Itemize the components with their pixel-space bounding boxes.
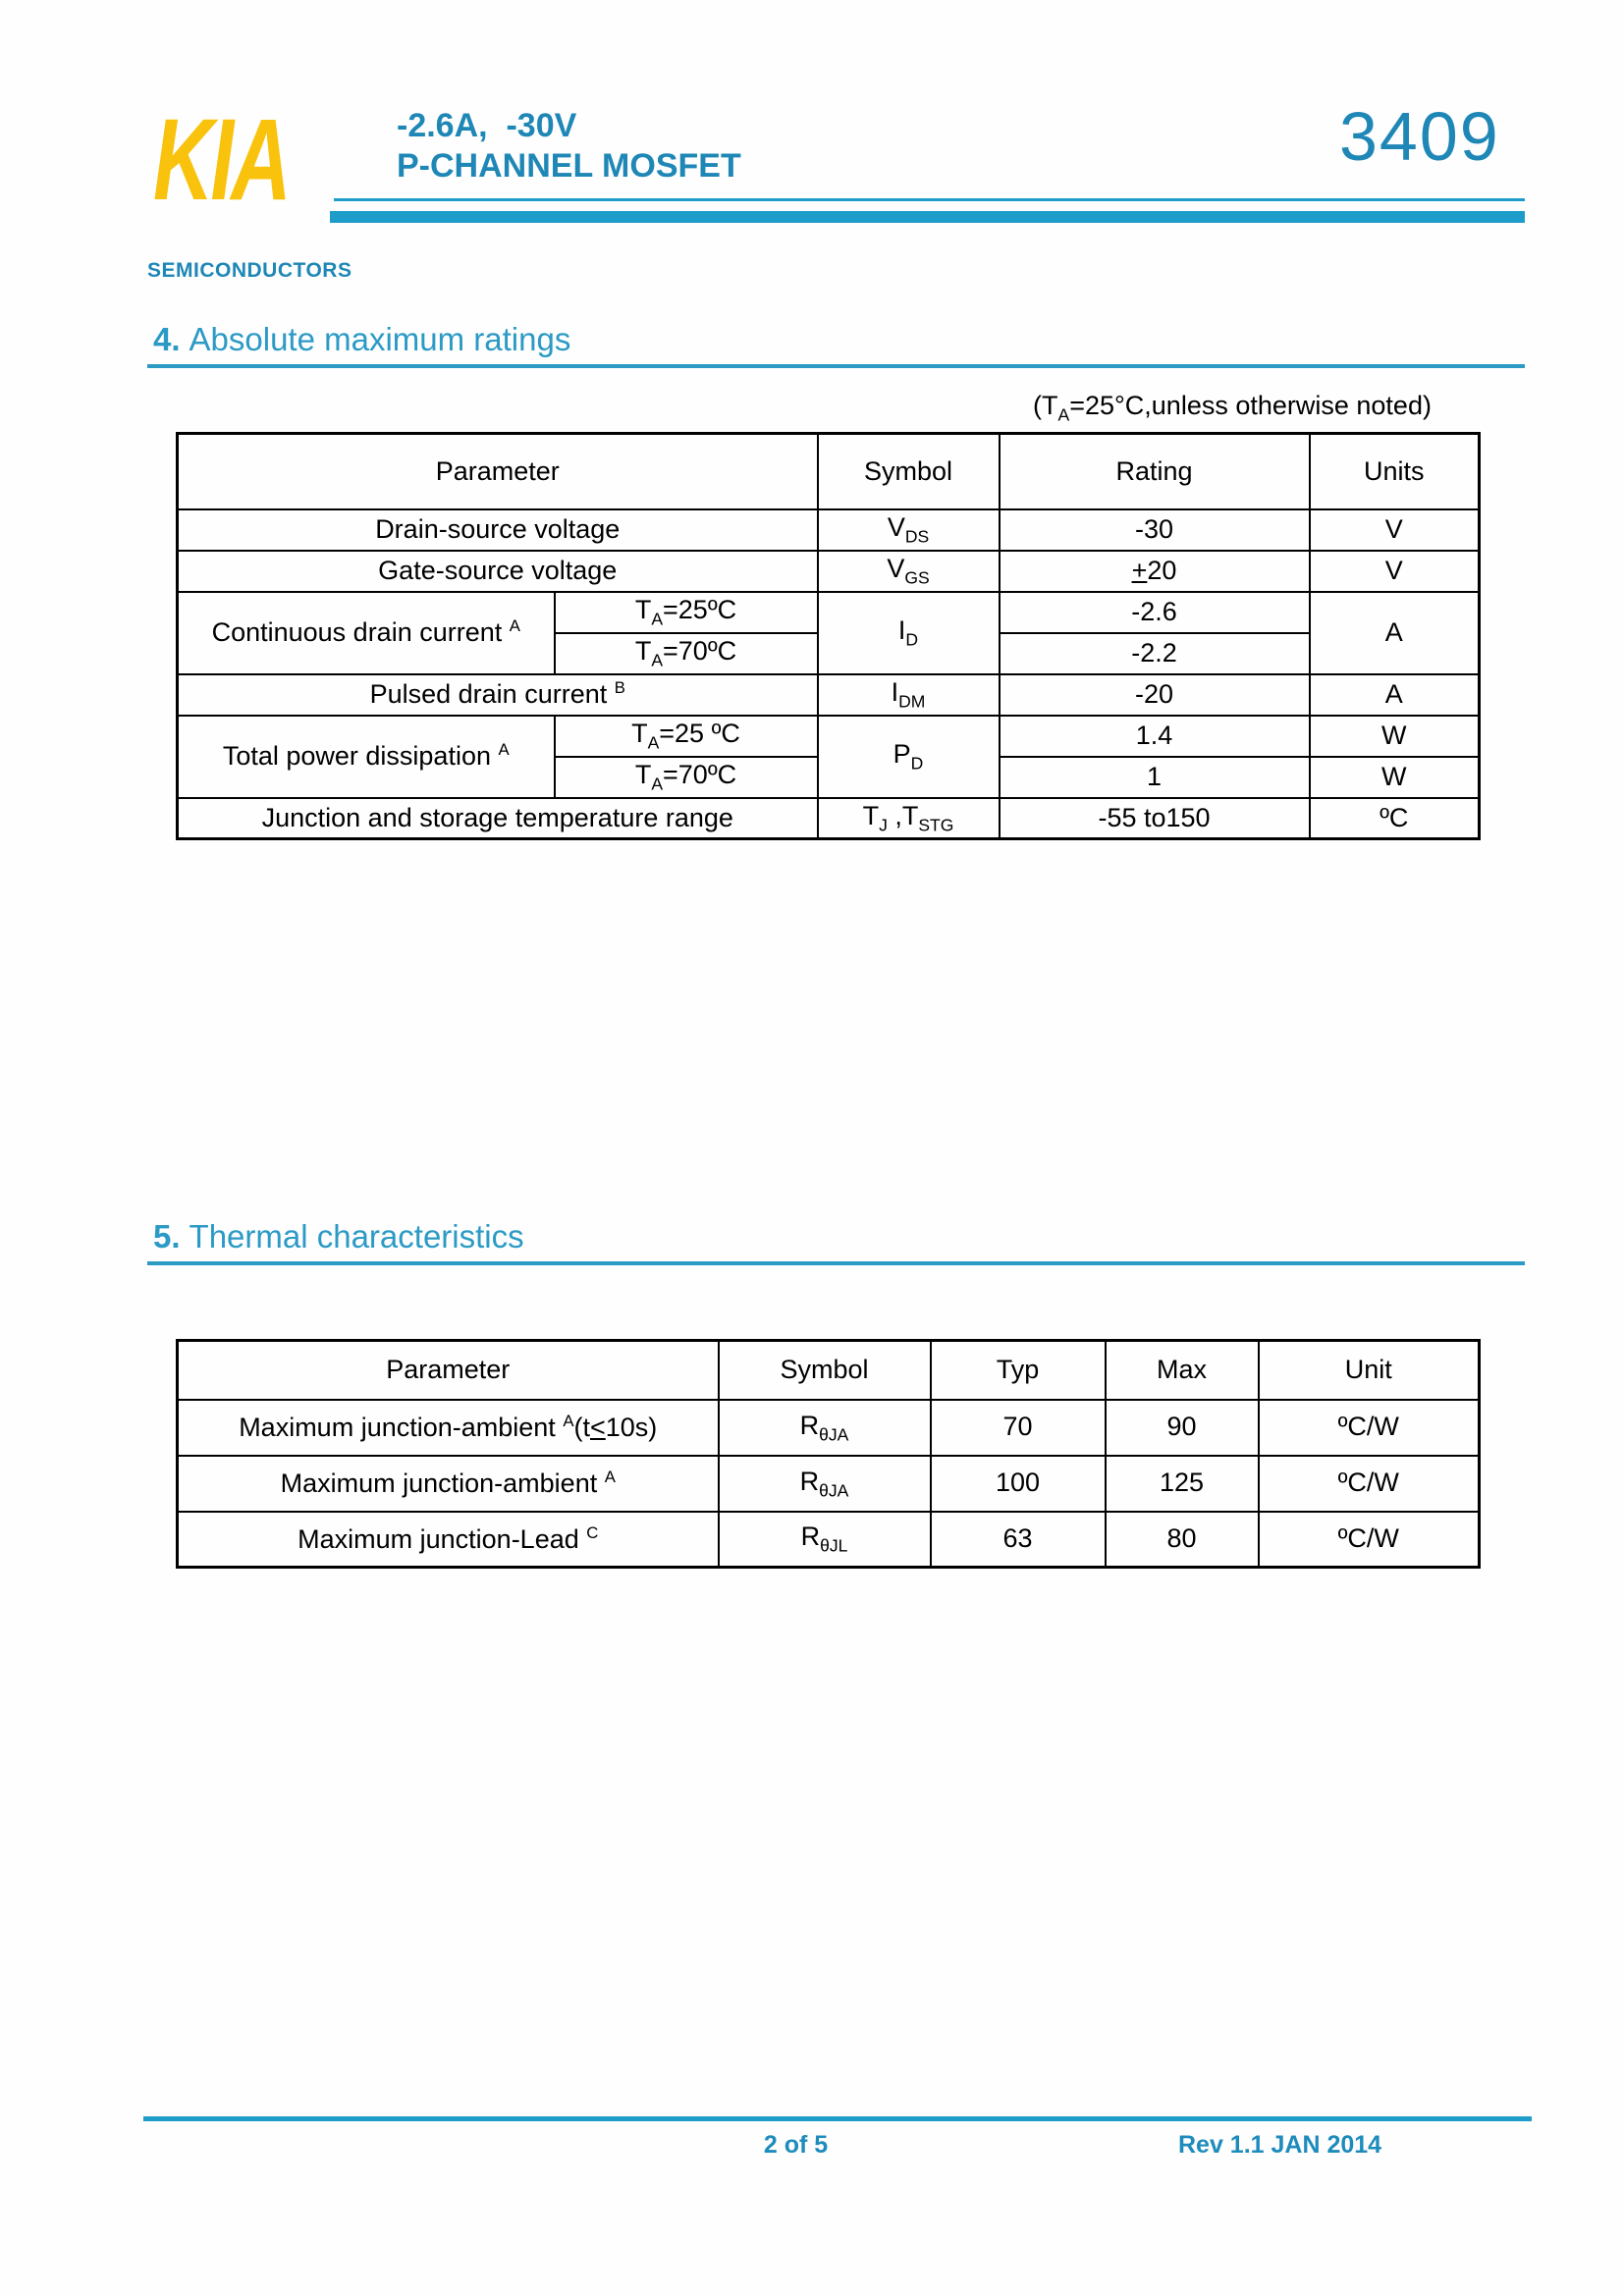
section5-title-text: Thermal characteristics	[189, 1218, 524, 1255]
thermal-header-symbol: Symbol	[719, 1341, 931, 1400]
header-rule-thin	[334, 198, 1525, 201]
amr-pd-cond-70: $T_A=70ºC$	[555, 757, 818, 798]
section5-rule	[147, 1261, 1525, 1265]
absolute-maximum-ratings-table	[176, 432, 1481, 840]
section4-rule	[147, 364, 1525, 368]
device-type-line: P-CHANNEL MOSFET	[397, 147, 741, 185]
thermal-jl-parameter: Maximum junction-Lead $^C$	[178, 1512, 719, 1568]
amr-id-rating-25: -2.6	[1000, 592, 1310, 633]
thermal-ja-pulse-unit: ºC/W	[1259, 1400, 1480, 1456]
section5-number: 5.	[153, 1218, 181, 1255]
amr-vgs-rating: +20	[1000, 551, 1310, 592]
amr-id-rating-70: -2.2	[1000, 633, 1310, 674]
thermal-header-typ: Typ	[931, 1341, 1106, 1400]
thermal-row-ja-pulse	[178, 1400, 1480, 1456]
amr-idm-symbol: $I_{DM}$	[818, 674, 1000, 716]
device-spec-line: -2.6A, -30V	[397, 107, 577, 144]
amr-idm-parameter: Pulsed drain current $^B$	[178, 674, 818, 716]
amr-vgs-symbol: $V_{GS}$	[818, 551, 1000, 592]
amr-tj-symbol: $T_J$ $,T_{STG}$	[818, 798, 1000, 839]
logo-caption: SEMICONDUCTORS	[147, 259, 352, 282]
kia-logo: KIA	[153, 95, 289, 225]
amr-id-symbol: $I_D$	[818, 592, 1000, 674]
thermal-jl-max: 80	[1106, 1512, 1259, 1568]
amr-pd-units-70: W	[1310, 757, 1480, 798]
thermal-row-ja	[178, 1456, 1480, 1512]
amr-id-cond-70: $T_A=70ºC$	[555, 633, 818, 674]
amr-id-cond-25: $T_A=25ºC$	[555, 592, 818, 633]
thermal-header-row	[178, 1341, 1480, 1400]
conditions-note: ($T_A=25^\circ C,unless$ otherwise noted)	[1033, 391, 1432, 425]
amr-id-parameter: Continuous drain current $^A$	[178, 592, 555, 674]
amr-header-rating: Rating	[1000, 434, 1310, 509]
thermal-ja-unit: ºC/W	[1259, 1456, 1480, 1512]
thermal-ja-parameter: Maximum junction-ambient $^A$	[178, 1456, 719, 1512]
header-rule-thick	[330, 211, 1525, 223]
thermal-ja-typ: 100	[931, 1456, 1106, 1512]
thermal-ja-pulse-typ: 70	[931, 1400, 1106, 1456]
amr-row-vds	[178, 509, 1480, 551]
amr-id-units: A	[1310, 592, 1480, 674]
amr-idm-units: A	[1310, 674, 1480, 716]
amr-pd-symbol: $P_D$	[818, 716, 1000, 798]
thermal-ja-symbol: $R_{\theta JA}$	[719, 1456, 931, 1512]
thermal-jl-unit: ºC/W	[1259, 1512, 1480, 1568]
thermal-header-parameter: Parameter	[178, 1341, 719, 1400]
amr-row-pd-25	[178, 716, 1480, 757]
amr-row-id-25	[178, 592, 1480, 633]
amr-pd-rating-25: 1.4	[1000, 716, 1310, 757]
thermal-jl-symbol: $R_{\theta JL}$	[719, 1512, 931, 1568]
amr-vds-rating: -30	[1000, 509, 1310, 551]
amr-tj-rating: -55 to150	[1000, 798, 1310, 839]
amr-row-vgs	[178, 551, 1480, 592]
amr-pd-rating-70: 1	[1000, 757, 1310, 798]
thermal-row-jl	[178, 1512, 1480, 1568]
page-number: 2 of 5	[763, 2131, 829, 2159]
amr-header-units: Units	[1310, 434, 1480, 509]
amr-row-tj	[178, 798, 1480, 839]
thermal-ja-pulse-parameter: Maximum junction-ambient $^A$(t<10s)	[178, 1400, 719, 1456]
amr-idm-rating: -20	[1000, 674, 1310, 716]
amr-vds-units: V	[1310, 509, 1480, 551]
amr-header-row	[178, 434, 1480, 509]
part-number: 3409	[1339, 98, 1500, 175]
amr-vgs-parameter: Gate-source voltage	[178, 551, 818, 592]
amr-tj-units: ºC	[1310, 798, 1480, 839]
amr-pd-units-25: W	[1310, 716, 1480, 757]
amr-pd-cond-25: $T_A=25$ ºC	[555, 716, 818, 757]
section5-title	[153, 1217, 524, 1256]
thermal-header-unit: Unit	[1259, 1341, 1480, 1400]
amr-vgs-units: V	[1310, 551, 1480, 592]
section4-title	[153, 320, 570, 359]
amr-header-parameter: Parameter	[178, 434, 818, 509]
amr-header-symbol: Symbol	[818, 434, 1000, 509]
thermal-header-max: Max	[1106, 1341, 1259, 1400]
amr-vds-parameter: Drain-source voltage	[178, 509, 818, 551]
thermal-ja-pulse-symbol: $R_{\theta JA}$	[719, 1400, 931, 1456]
thermal-ja-max: 125	[1106, 1456, 1259, 1512]
thermal-jl-typ: 63	[931, 1512, 1106, 1568]
thermal-ja-pulse-max: 90	[1106, 1400, 1259, 1456]
amr-row-idm	[178, 674, 1480, 716]
section4-title-text: Absolute maximum ratings	[189, 321, 571, 357]
thermal-characteristics-table	[176, 1339, 1481, 1569]
revision-label: Rev 1.1 JAN 2014	[1178, 2131, 1382, 2159]
footer-rule	[143, 2116, 1532, 2121]
amr-vds-symbol: $V_{DS}$	[818, 509, 1000, 551]
section4-number: 4.	[153, 321, 181, 357]
amr-tj-parameter: Junction and storage temperature range	[178, 798, 818, 839]
amr-pd-parameter: Total power dissipation $^A$	[178, 716, 555, 798]
